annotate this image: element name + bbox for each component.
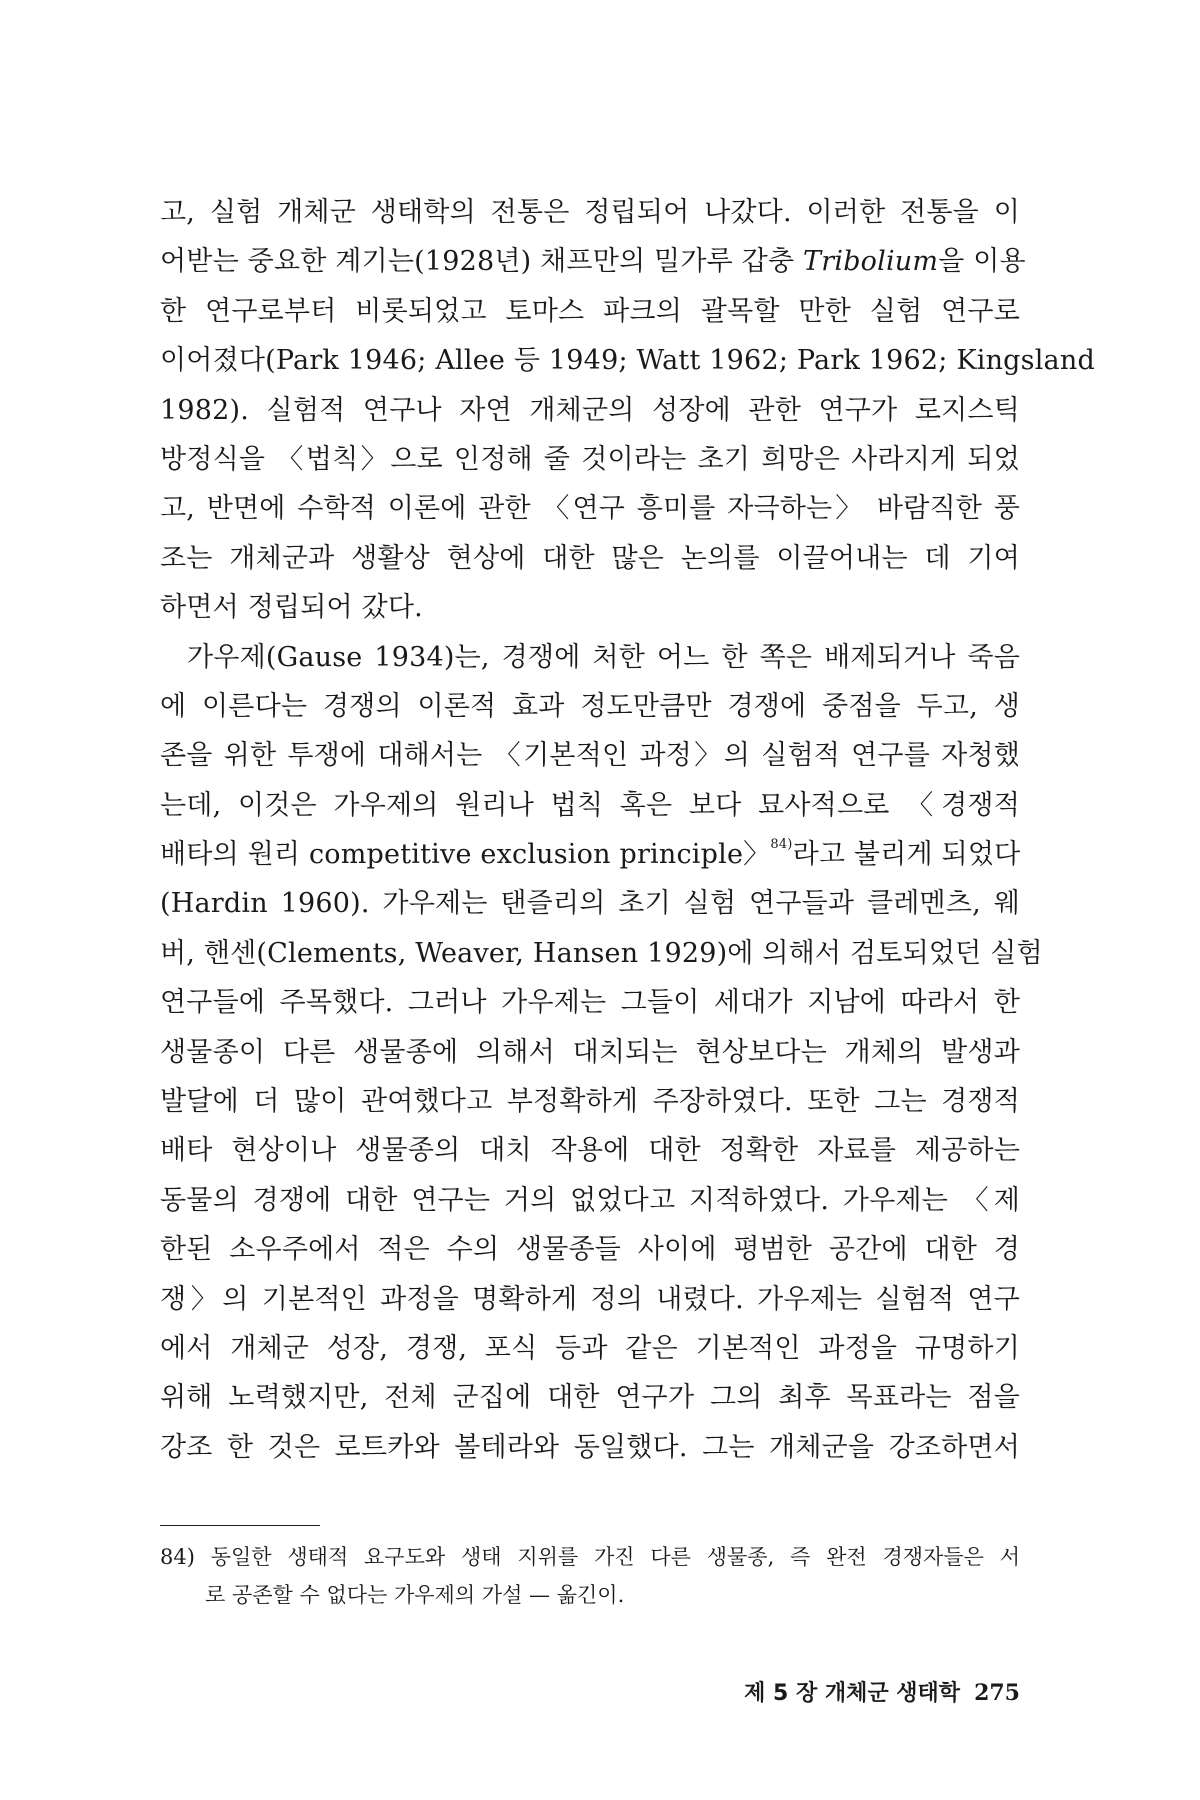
text-line-9: 하면서 정립되어 갔다.	[160, 592, 423, 624]
text-line-5: 1982). 실험적 연구나 자연 개체군의 성장에 관한 연구가 로지스틱	[160, 394, 1020, 426]
text-line-17: 연구들에 주목했다. 그러나 가우제는 그들이 세대가 지남에 따라서 한	[160, 987, 1020, 1019]
text-line-7: 고, 반면에 수학적 이론에 관한 〈연구 흥미를 자극하는〉 바람직한 풍	[160, 493, 1020, 525]
text-line-11: 에 이른다는 경쟁의 이론적 효과 정도만큼만 경쟁에 중점을 두고, 생	[160, 690, 1020, 722]
text-line-15: (Hardin 1960). 가우제는 탠즐리의 초기 실험 연구들과 클레멘츠, 웨	[160, 888, 1020, 920]
text-line-12: 존을 위한 투쟁에 대해서는 〈기본적인 과정〉의 실험적 연구를 자청했	[160, 740, 1020, 772]
text-line-3: 한 연구로부터 비롯되었고 토마스 파크의 괄목할 만한 실험 연구로	[160, 295, 1020, 327]
footnote-ref: 84)	[770, 837, 793, 853]
text-line-23: 쟁〉의 기본적인 과정을 명확하게 정의 내렸다. 가우제는 실험적 연구	[160, 1283, 1020, 1315]
running-footer	[744, 1676, 1020, 1707]
text-line-25: 위해 노력했지만, 전체 군집에 대한 연구가 그의 최후 목표라는 점을	[160, 1382, 1020, 1414]
text-line-6: 방정식을 〈법칙〉으로 인정해 줄 것이라는 초기 희망은 사라지게 되었	[160, 443, 1020, 475]
text-line-1: 고, 실험 개체군 생태학의 전통은 정립되어 나갔다. 이러한 전통을 이	[160, 197, 1020, 228]
body-text	[160, 188, 1095, 1472]
text-line-13: 는데, 이것은 가우제의 원리나 법칙 혹은 보다 묘사적으로 〈경쟁적	[160, 789, 1020, 821]
chapter-title: 제 5 장 개체군 생태학	[744, 1681, 961, 1706]
text-line-19: 발달에 더 많이 관여했다고 부정확하게 주장하였다. 또한 그는 경쟁적	[160, 1086, 1020, 1118]
text-line-4: 이어졌다(Park 1946; Allee 등 1949; Watt 1962; Park 1962; Kingsland	[160, 345, 1095, 377]
text-line-22: 한된 소우주에서 적은 수의 생물종들 사이에 평범한 공간에 대한 경	[160, 1234, 1020, 1266]
page-number: 275	[974, 1680, 1020, 1706]
text-line-21: 동물의 경쟁에 대한 연구는 거의 없었다고 지적하였다. 가우제는 〈제	[160, 1184, 1020, 1216]
text-line-2: 어받는 중요한 계기는(1928년) 채프만의 밀가루 갑충 Tribolium을 이용	[160, 246, 1026, 278]
footnote-line-2: 로 공존할 수 없다는 가우제의 가설 — 옮긴이.	[205, 1583, 625, 1607]
footnote-number: 84)	[160, 1545, 195, 1569]
footnote	[160, 1538, 1020, 1614]
text-line-16: 버, 핸센(Clements, Weaver, Hansen 1929)에 의해서 검토되었던 실험	[160, 937, 1043, 969]
text-line-20: 배타 현상이나 생물종의 대치 작용에 대한 정확한 자료를 제공하는	[160, 1135, 1020, 1167]
text-line-14: 배타의 원리 competitive exclusion principle〉$^{84)}$라고 불리게 되었다	[160, 837, 1021, 871]
footnote-divider	[160, 1525, 320, 1526]
text-line-8: 조는 개체군과 생활상 현상에 대한 많은 논의를 이끌어내는 데 기여	[160, 542, 1020, 574]
text-line-26: 강조 한 것은 로트카와 볼테라와 동일했다. 그는 개체군을 강조하면서	[160, 1431, 1020, 1463]
footnote-line-1	[160, 1538, 1020, 1576]
text-line-18: 생물종이 다른 생물종에 의해서 대치되는 현상보다는 개체의 발생과	[160, 1036, 1020, 1068]
footnote-text-1: 동일한 생태적 요구도와 생태 지위를 가진 다른 생물종, 즉 완전 경쟁자들은 서	[210, 1545, 1020, 1569]
text-line-24: 에서 개체군 성장, 경쟁, 포식 등과 같은 기본적인 과정을 규명하기	[160, 1332, 1020, 1364]
text-line-10: 가우제(Gause 1934)는, 경쟁에 처한 어느 한 쪽은 배제되거나 죽음	[187, 641, 1020, 673]
species-name: Tribolium	[803, 246, 939, 278]
